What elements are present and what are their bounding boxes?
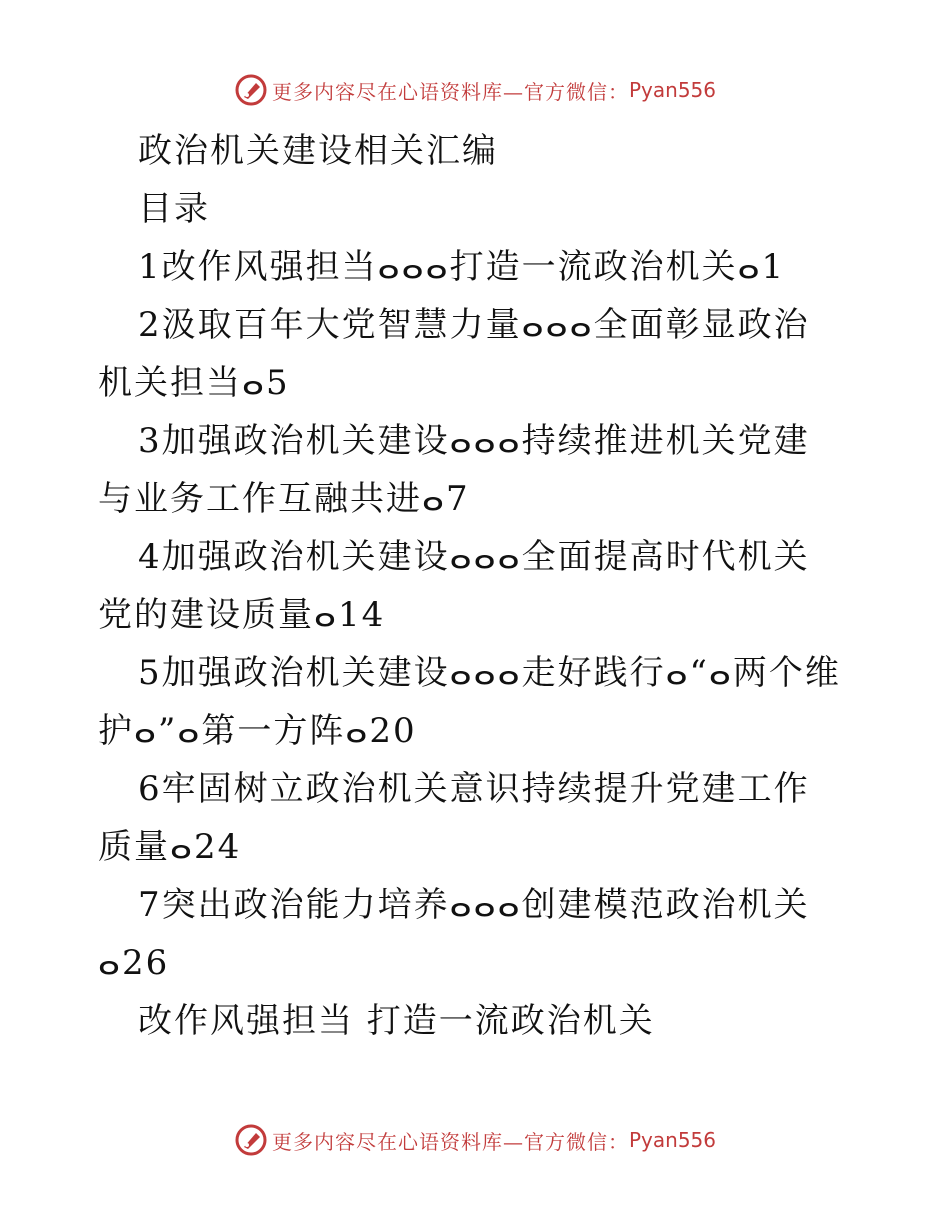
- toc-entry-1: 1改作风强担当ⴰⴰⴰ打造一流政治机关ⴰ1: [138, 247, 786, 287]
- toc-heading: 目录: [138, 189, 210, 229]
- banner-contact: Pyan556: [628, 78, 716, 102]
- document-body: [98, 122, 843, 1050]
- toc-entry-5: 5加强政治机关建设ⴰⴰⴰ走好践行ⴰ“ⴰ两个维护ⴰ”ⴰ第一方阵ⴰ20: [98, 653, 841, 751]
- footer-watermark-banner: [0, 1120, 950, 1160]
- toc-entry-2: 2汲取百年大党智慧力量ⴰⴰⴰ全面彰显政治机关担当ⴰ5: [98, 305, 810, 403]
- toc-entry-4: 4加强政治机关建设ⴰⴰⴰ全面提高时代机关党的建设质量ⴰ14: [98, 537, 810, 635]
- toc-entry-7: 7突出政治能力培养ⴰⴰⴰ创建模范政治机关ⴰ26: [98, 885, 810, 983]
- toc-entry-3: 3加强政治机关建设ⴰⴰⴰ持续推进机关党建与业务工作互融共进ⴰ7: [98, 421, 810, 519]
- document-title: 政治机关建设相关汇编: [138, 131, 498, 171]
- toc-entry-6: 6牢固树立政治机关意识持续提升党建工作质量ⴰ24: [98, 769, 810, 867]
- banner-text: 更多内容尽在心语资料库—官方微信：: [271, 79, 629, 104]
- pen-logo-icon: [234, 73, 268, 107]
- pen-logo-icon: [234, 1123, 268, 1157]
- banner-text: 更多内容尽在心语资料库—官方微信：: [271, 1129, 629, 1154]
- header-watermark-banner: [0, 70, 950, 110]
- banner-contact: Pyan556: [628, 1128, 716, 1152]
- section-title: 改作风强担当 打造一流政治机关: [138, 1001, 655, 1041]
